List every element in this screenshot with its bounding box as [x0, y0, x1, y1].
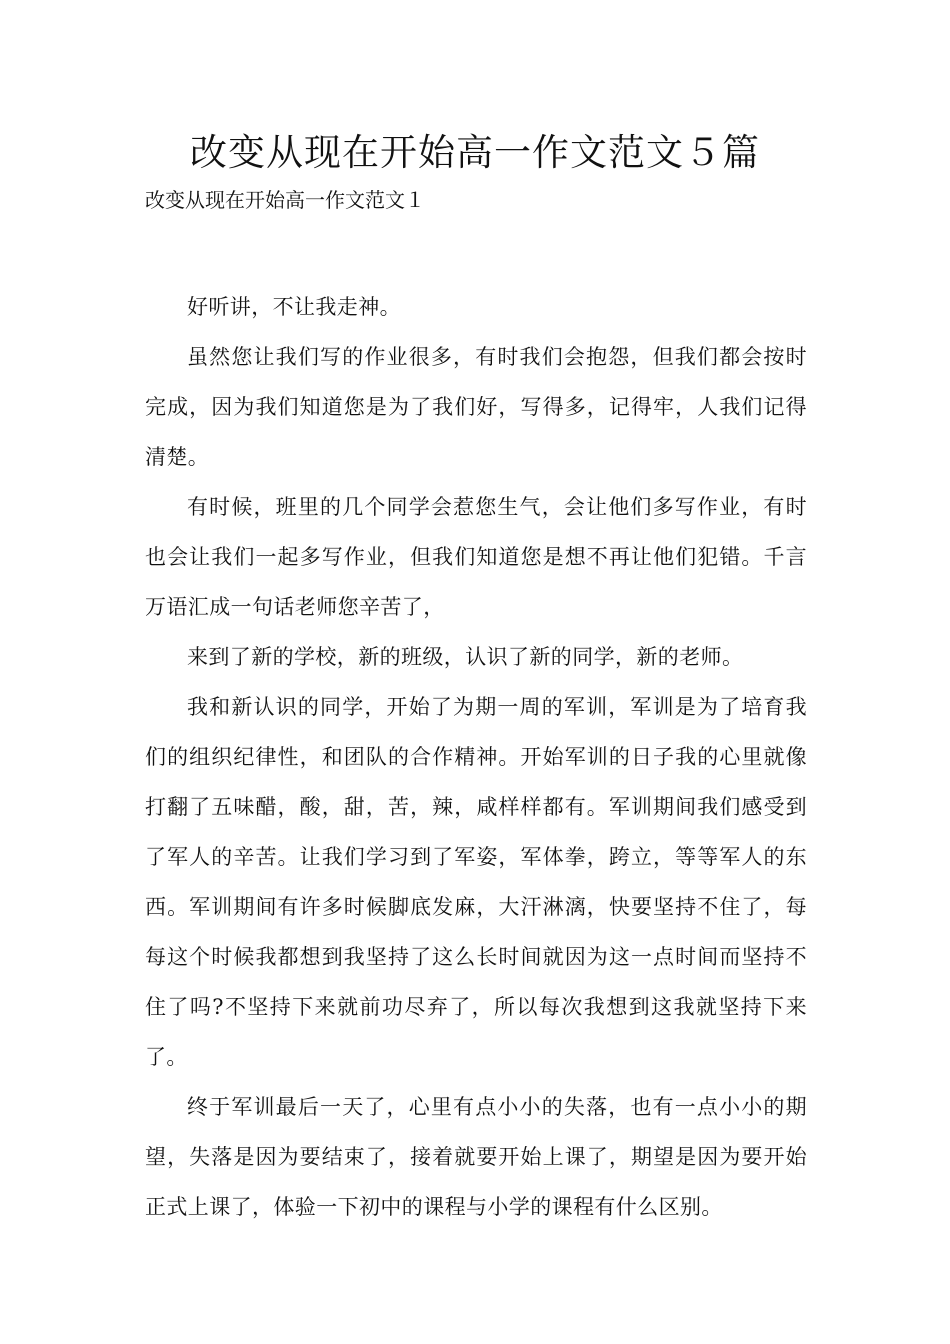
paragraph: 我和新认识的同学，开始了为期一周的军训，军训是为了培育我们的组织纪律性，和团队的合作精神。开始军训的日子我的心里就像打翻了五味醋，酸，甜，苦，辣，咸样样都有。军训期间我们感受到了军人的辛苦。让我们学习到了军姿，军体拳，跨立，等等军人的东西。军训期间有许多时候脚底发麻，大汗淋漓，快要坚持不住了，每每这个时候我都想到我坚持了这么长时间就因为这一点时间而坚持不住了吗?不坚持下来就前功尽弃了，所以每次我想到这我就坚持下来了。: [145, 695, 807, 1069]
paragraph: 好听讲，不让我走神。: [187, 295, 401, 319]
paragraph: 终于军训最后一天了，心里有点小小的失落，也有一点小小的期望，失落是因为要结束了，接着就要开始上课了，期望是因为要开始正式上课了，体验一下初中的课程与小学的课程有什么区别。: [145, 1095, 807, 1219]
essay-subtitle: 改变从现在开始高一作文范文１: [145, 188, 425, 212]
paragraph: 虽然您让我们写的作业很多，有时我们会抱怨，但我们都会按时完成，因为我们知道您是为了我们好，写得多，记得牢，人我们记得清楚。: [145, 345, 807, 469]
paragraph: 来到了新的学校，新的班级，认识了新的同学，新的老师。: [187, 645, 744, 669]
paragraph: 有时候，班里的几个同学会惹您生气，会让他们多写作业，有时也会让我们一起多写作业，但我们知道您是想不再让他们犯错。千言万语汇成一句话老师您辛苦了，: [145, 495, 807, 619]
essay-body: [145, 282, 807, 1232]
document-title: 改变从现在开始高一作文范文５篇: [190, 131, 760, 174]
